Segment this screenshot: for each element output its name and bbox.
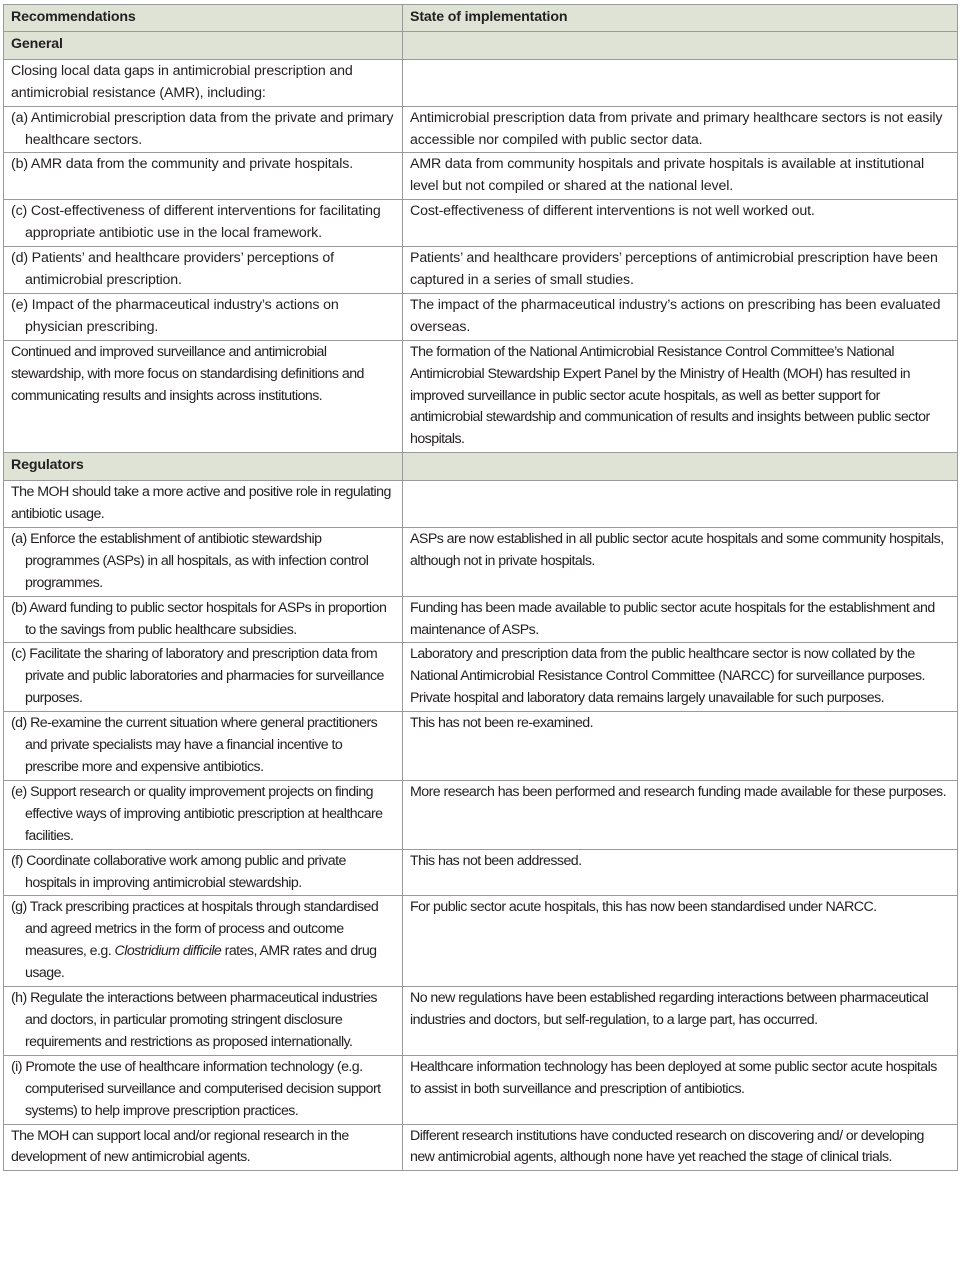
recommendation-cell: The MOH can support local and/or regional research in the development of new antimicrobial agents.: [4, 1124, 403, 1171]
state-cell: Antimicrobial prescription data from private and primary healthcare sectors is not easily accessible nor compiled with public sector data.: [403, 106, 958, 153]
recommendation-cell: (b) Award funding to public sector hospitals for ASPs in proportion to the savings from public healthcare subsidies.: [4, 596, 403, 643]
state-cell: Laboratory and prescription data from the public healthcare sector is now collated by the National Antimicrobial Resistance Control Committee (NARCC) for surveillance purposes. Private hospital and laboratory data remains largely unavailable for such purposes.: [403, 643, 958, 712]
state-cell: The impact of the pharmaceutical industry’s actions on prescribing has been evaluated overseas.: [403, 293, 958, 340]
section-empty-cell: [403, 453, 958, 481]
table-row: [4, 987, 958, 1056]
table-row: [4, 481, 958, 528]
table-row: [4, 849, 958, 896]
table-row: [4, 1124, 958, 1171]
recommendations-table: [3, 4, 958, 1171]
state-cell: No new regulations have been established regarding interactions between pharmaceutical industries and doctors, but self-regulation, to a large part, has occurred.: [403, 987, 958, 1056]
state-cell: Cost-effectiveness of different interventions is not well worked out.: [403, 200, 958, 247]
table-header-row: [4, 5, 958, 32]
table-row: [4, 780, 958, 849]
organism-name: Clostridium difficile: [114, 943, 222, 960]
state-cell: [403, 481, 958, 528]
section-row-regulators: [4, 453, 958, 481]
state-cell: [403, 59, 958, 106]
table-row: [4, 59, 958, 106]
state-cell: ASPs are now established in all public sector acute hospitals and some community hospitals, although not in private hospitals.: [403, 527, 958, 596]
table-row: [4, 106, 958, 153]
recommendation-cell: (h) Regulate the interactions between pharmaceutical industries and doctors, in particular promoting stringent disclosure requirements and restrictions as proposed internationally.: [4, 987, 403, 1056]
state-cell: Healthcare information technology has been deployed at some public sector acute hospitals to assist in both surveillance and prescription of antibiotics.: [403, 1055, 958, 1124]
table-row: [4, 153, 958, 200]
recommendation-cell: (c) Facilitate the sharing of laboratory and prescription data from private and public laboratories and pharmacies for surveillance purposes.: [4, 643, 403, 712]
table-row: [4, 247, 958, 294]
state-cell: This has not been re-examined.: [403, 712, 958, 781]
recommendation-cell: (f) Coordinate collaborative work among public and private hospitals in improving antimicrobial stewardship.: [4, 849, 403, 896]
state-cell: This has not been addressed.: [403, 849, 958, 896]
recommendation-cell: [4, 896, 403, 987]
recommendation-cell: Continued and improved surveillance and antimicrobial stewardship, with more focus on standardising definitions and communicating results and insights across institutions.: [4, 340, 403, 453]
table-row: [4, 596, 958, 643]
state-cell: The formation of the National Antimicrobial Resistance Control Committee’s National Antimicrobial Stewardship Expert Panel by the Ministry of Health (MOH) has resulted in improved surveillance in public sector acute hospitals, as well as better support for antimicrobial stewardship and communication of results and insights between public sector hospitals.: [403, 340, 958, 453]
state-cell: Funding has been made available to public sector acute hospitals for the establishment and maintenance of ASPs.: [403, 596, 958, 643]
table-row: [4, 1055, 958, 1124]
table-row: [4, 293, 958, 340]
recommendation-cell: (a) Antimicrobial prescription data from the private and primary healthcare sectors.: [4, 106, 403, 153]
table-row: [4, 643, 958, 712]
recommendation-text: (g) Track prescribing practices at hospitals through standardised and agreed metrics in the form of process and outcome measures, e.g.: [11, 899, 379, 960]
recommendation-cell: (e) Support research or quality improvement projects on finding effective ways of improving antibiotic prescription at healthcare facilities.: [4, 780, 403, 849]
recommendation-cell: (a) Enforce the establishment of antibiotic stewardship programmes (ASPs) in all hospitals, as with infection control programmes.: [4, 527, 403, 596]
state-cell: Different research institutions have conducted research on discovering and/ or developing new antimicrobial agents, although none have yet reached the stage of clinical trials.: [403, 1124, 958, 1171]
state-cell: AMR data from community hospitals and private hospitals is available at institutional level but not compiled or shared at the national level.: [403, 153, 958, 200]
section-title: General: [4, 31, 403, 59]
table-row: [4, 896, 958, 987]
state-cell: Patients’ and healthcare providers’ perceptions of antimicrobial prescription have been captured in a series of small studies.: [403, 247, 958, 294]
recommendation-cell: (e) Impact of the pharmaceutical industry’s actions on physician prescribing.: [4, 293, 403, 340]
table-row: [4, 712, 958, 781]
recommendation-cell: (d) Patients’ and healthcare providers’ perceptions of antimicrobial prescription.: [4, 247, 403, 294]
recommendation-text: rates, AMR rates and drug usage.: [25, 943, 377, 982]
section-empty-cell: [403, 31, 958, 59]
section-row-general: [4, 31, 958, 59]
recommendation-cell: The MOH should take a more active and positive role in regulating antibiotic usage.: [4, 481, 403, 528]
header-recommendations: Recommendations: [4, 5, 403, 32]
table-row: [4, 527, 958, 596]
recommendation-cell: (c) Cost-effectiveness of different interventions for facilitating appropriate antibiotic use in the local framework.: [4, 200, 403, 247]
table-row: [4, 200, 958, 247]
table-row: [4, 340, 958, 453]
state-cell: For public sector acute hospitals, this has now been standardised under NARCC.: [403, 896, 958, 987]
section-title: Regulators: [4, 453, 403, 481]
recommendation-cell: (d) Re-examine the current situation where general practitioners and private specialists may have a financial incentive to prescribe more and expensive antibiotics.: [4, 712, 403, 781]
recommendation-cell: (b) AMR data from the community and private hospitals.: [4, 153, 403, 200]
state-cell: More research has been performed and research funding made available for these purposes.: [403, 780, 958, 849]
recommendation-cell: (i) Promote the use of healthcare information technology (e.g. computerised surveillance and computerised decision support systems) to help improve prescription practices.: [4, 1055, 403, 1124]
recommendation-cell: Closing local data gaps in antimicrobial prescription and antimicrobial resistance (AMR), including:: [4, 59, 403, 106]
header-state-of-implementation: State of implementation: [403, 5, 958, 32]
